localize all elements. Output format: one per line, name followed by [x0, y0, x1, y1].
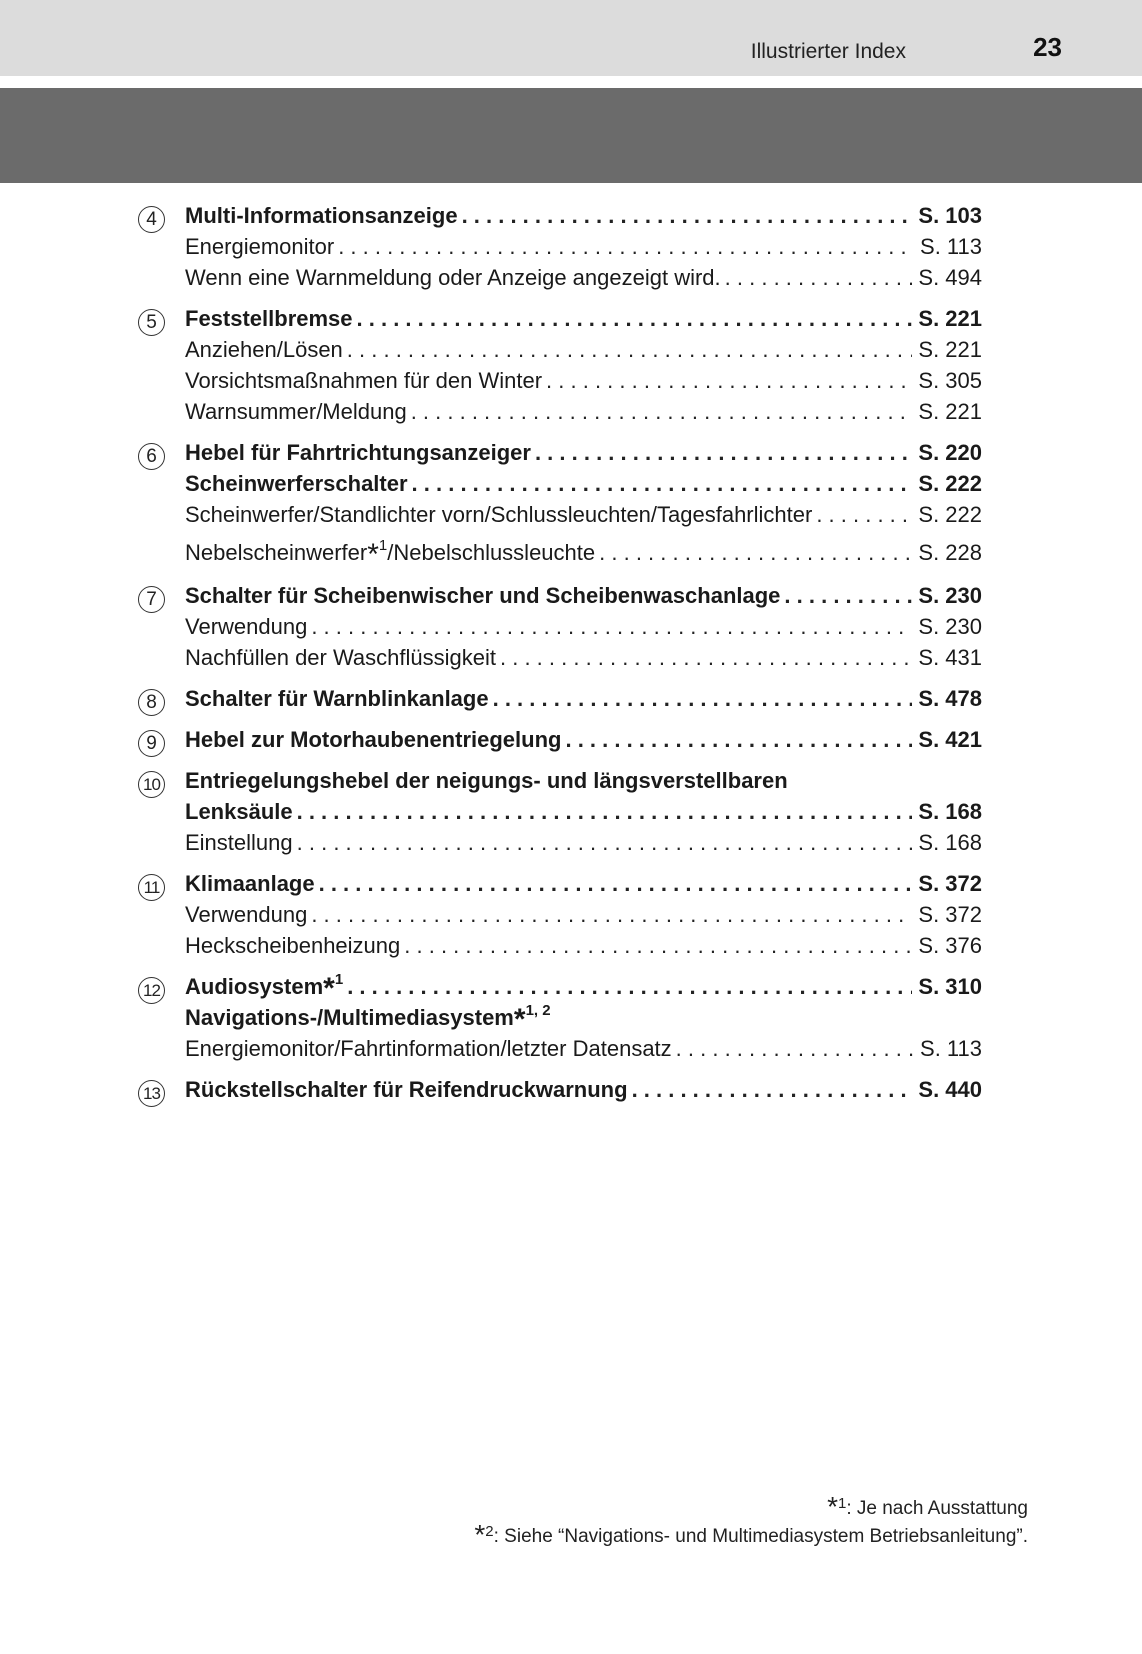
callout-number-marker: 6 [138, 443, 165, 470]
index-entry-main[interactable] [185, 796, 982, 827]
dot-leader [462, 200, 913, 231]
page-reference: S. 222 [918, 471, 982, 496]
header-band [0, 88, 1142, 183]
dot-leader [816, 499, 912, 530]
page-reference: S. 305 [918, 368, 982, 393]
dot-leader [404, 930, 912, 961]
entry-label-text: Vorsichtsmaßnahmen für den Winter [185, 368, 543, 393]
index-entry-main[interactable] [185, 868, 982, 899]
page-reference: S. 372 [918, 902, 982, 927]
entry-label-text: Energiemonitor [185, 234, 335, 259]
page-reference: S. 220 [918, 440, 982, 465]
entry-label [185, 930, 400, 961]
dot-leader [319, 868, 913, 899]
index-group [138, 724, 982, 755]
callout-number-marker: 7 [138, 586, 165, 613]
entry-label [185, 827, 293, 858]
callout-number-marker: 5 [138, 309, 165, 336]
dot-leader [297, 827, 913, 858]
entry-label-text: Einstellung [185, 830, 293, 855]
index-entry-sub[interactable] [185, 499, 982, 530]
dot-leader [565, 724, 912, 755]
index-entry-main[interactable] [185, 303, 982, 334]
entry-label [185, 580, 780, 611]
page-header [0, 0, 1142, 76]
dot-leader [784, 580, 912, 611]
page-reference: S. 376 [918, 933, 982, 958]
entry-label [185, 1033, 672, 1064]
entry-label-text: Multi-Informationsanzeige [185, 203, 458, 228]
entry-label [185, 971, 344, 1005]
entry-label-text: Lenksäule [185, 799, 293, 824]
entry-label-text: Heckscheibenheizung [185, 933, 401, 958]
index-entry-sub[interactable] [185, 396, 982, 427]
section-title: Illustrierter Index [750, 40, 906, 63]
entry-label [185, 899, 307, 930]
footnote-reference: 1 [378, 537, 388, 554]
entry-label-text: Schalter für Scheibenwischer und Scheibenwaschanlage [185, 583, 781, 608]
entry-label [185, 642, 496, 673]
index-entry-main[interactable] [185, 971, 982, 1005]
dot-leader [297, 796, 913, 827]
index-entry-sub[interactable] [185, 334, 982, 365]
dot-leader [411, 396, 913, 427]
index-entry-main[interactable] [185, 437, 982, 468]
index-entry-sub[interactable] [185, 930, 982, 961]
page-reference: S. 310 [918, 974, 982, 999]
entry-label [185, 200, 458, 231]
page-reference: S. 113 [920, 1036, 982, 1061]
dot-leader [632, 1074, 913, 1105]
footnote-asterisk: * [474, 1519, 486, 1550]
entry-label [185, 1074, 628, 1105]
index-entry-main[interactable] [185, 200, 982, 231]
footnote-asterisk: * [513, 1003, 526, 1036]
entry-label [185, 499, 812, 530]
entry-label-text: Feststellbremse [185, 306, 353, 331]
entry-label [185, 231, 334, 262]
entry-label-text: Schalter für Warnblinkanlage [185, 686, 489, 711]
entry-label-text: Verwendung [185, 902, 308, 927]
entry-label [185, 868, 315, 899]
footnote-asterisk: * [323, 972, 335, 1005]
page-reference: S. 221 [918, 337, 982, 362]
footnote-text: : Je nach Ausstattung [846, 1498, 1028, 1519]
entry-label [185, 334, 343, 365]
entry-label [185, 437, 531, 468]
entry-label [185, 611, 307, 642]
entry-label-text: Anziehen/Lösen [185, 337, 343, 362]
index-entry-sub[interactable] [185, 262, 982, 293]
page-reference: S. 103 [918, 203, 982, 228]
index-entry-main[interactable] [185, 1074, 982, 1105]
index-group [138, 437, 982, 570]
entry-label [185, 796, 293, 827]
entry-label [185, 765, 788, 796]
index-group [138, 303, 982, 427]
page-number: 23 [1033, 32, 1062, 62]
entry-label-text: Wenn eine Warnmeldung oder Anzeige angezeigt wird. [185, 265, 721, 290]
dot-leader [546, 365, 912, 396]
entry-label [185, 262, 721, 293]
page-reference: S. 168 [918, 830, 982, 855]
footnote-text: : Siehe “Navigations- und Multimediasystem Betriebsanleitung”. [493, 1526, 1028, 1547]
entry-label-text: Scheinwerfer/Standlichter vorn/Schlussleuchten/Tagesfahrlichter [185, 502, 813, 527]
index-entry-main[interactable] [185, 1002, 982, 1036]
index-entry-sub[interactable] [185, 530, 982, 570]
page-reference: S. 494 [918, 265, 982, 290]
entry-label [185, 468, 408, 499]
entry-label-text: Navigations-/Multimediasystem [185, 1005, 514, 1030]
callout-number-marker: 9 [138, 730, 165, 757]
dot-leader [725, 262, 913, 293]
entry-label-text: Scheinwerferschalter [185, 471, 408, 496]
callout-number-marker: 11 [138, 874, 165, 901]
footnote-reference: 1 [334, 971, 344, 988]
footnote-number: 2 [485, 1523, 494, 1540]
index-entry-sub[interactable] [185, 1033, 982, 1064]
page-reference: S. 168 [918, 799, 982, 824]
page-reference: S. 221 [918, 306, 982, 331]
index-entry-sub[interactable] [185, 231, 982, 262]
entry-label-text: Hebel für Fahrtrichtungsanzeiger [185, 440, 531, 465]
entry-label [185, 1002, 551, 1036]
dot-leader [500, 642, 912, 673]
page-reference: S. 230 [918, 614, 982, 639]
index-entry-sub[interactable] [185, 365, 982, 396]
entry-label [185, 396, 407, 427]
dot-leader [493, 683, 913, 714]
callout-number-marker: 8 [138, 689, 165, 716]
dot-leader [347, 334, 913, 365]
callout-number-marker: 4 [138, 206, 165, 233]
index-entry-sub[interactable] [185, 642, 982, 673]
footnote-asterisk: * [827, 1491, 838, 1522]
index-entry-main[interactable] [185, 468, 982, 499]
index-group [138, 765, 982, 858]
index-entry-main[interactable] [185, 580, 982, 611]
page-reference: S. 228 [918, 540, 982, 565]
callout-number-marker: 13 [138, 1080, 165, 1107]
entry-label-suffix: /Nebelschlussleuchte [387, 540, 596, 565]
dot-leader [676, 1033, 914, 1064]
index-group [138, 200, 982, 293]
index-entry-main[interactable] [185, 765, 982, 796]
index-entry-main[interactable] [185, 683, 982, 714]
footnote-number: 1 [837, 1495, 847, 1512]
callout-number-marker: 12 [138, 977, 165, 1004]
index-entry-sub[interactable] [185, 899, 982, 930]
entry-label [185, 683, 489, 714]
callout-number-marker: 10 [138, 771, 165, 798]
entry-label-text: Audiosystem [185, 974, 324, 999]
dot-leader [347, 971, 912, 1002]
entry-label-text: Entriegelungshebel der neigungs- und längsverstellbaren [185, 768, 788, 793]
entry-label [185, 724, 561, 755]
index-group [138, 868, 982, 961]
index-group [138, 683, 982, 714]
entry-label-text: Energiemonitor/Fahrtinformation/letzter Datensatz [185, 1036, 672, 1061]
index-entry-main[interactable] [185, 724, 982, 755]
index-group [138, 971, 982, 1064]
entry-label [185, 530, 595, 576]
entry-label-text: Rückstellschalter für Reifendruckwarnung [185, 1077, 628, 1102]
dot-leader [535, 437, 912, 468]
entry-label-text: Nachfüllen der Waschflüssigkeit [185, 645, 496, 670]
dot-leader [311, 611, 912, 642]
index-list [138, 200, 982, 1115]
index-entry-sub[interactable] [185, 611, 982, 642]
footnote-asterisk: * [367, 538, 379, 571]
dot-leader [599, 530, 912, 576]
index-entry-sub[interactable] [185, 827, 982, 858]
page-reference: S. 421 [918, 727, 982, 752]
page-reference: S. 478 [918, 686, 982, 711]
footnotes [474, 1490, 1028, 1550]
entry-label-text: Nebelscheinwerfer [185, 540, 368, 565]
entry-label-text: Hebel zur Motorhaubenentriegelung [185, 727, 562, 752]
footnote [474, 1490, 1028, 1522]
page-reference: S. 372 [918, 871, 982, 896]
dot-leader [311, 899, 912, 930]
page-reference: S. 440 [918, 1077, 982, 1102]
entry-label-text: Verwendung [185, 614, 308, 639]
page-reference: S. 431 [918, 645, 982, 670]
page-reference: S. 222 [918, 502, 982, 527]
dot-leader [338, 231, 914, 262]
page-reference: S. 230 [918, 583, 982, 608]
dot-leader [412, 468, 913, 499]
entry-label [185, 365, 542, 396]
page-reference: S. 221 [918, 399, 982, 424]
page-reference: S. 113 [920, 234, 982, 259]
index-group [138, 1074, 982, 1105]
dot-leader [357, 303, 913, 334]
footnote-reference: 1, 2 [525, 1002, 551, 1019]
entry-label-text: Klimaanlage [185, 871, 315, 896]
entry-label [185, 303, 353, 334]
entry-label-text: Warnsummer/Meldung [185, 399, 407, 424]
footnote [474, 1518, 1028, 1550]
index-group [138, 580, 982, 673]
